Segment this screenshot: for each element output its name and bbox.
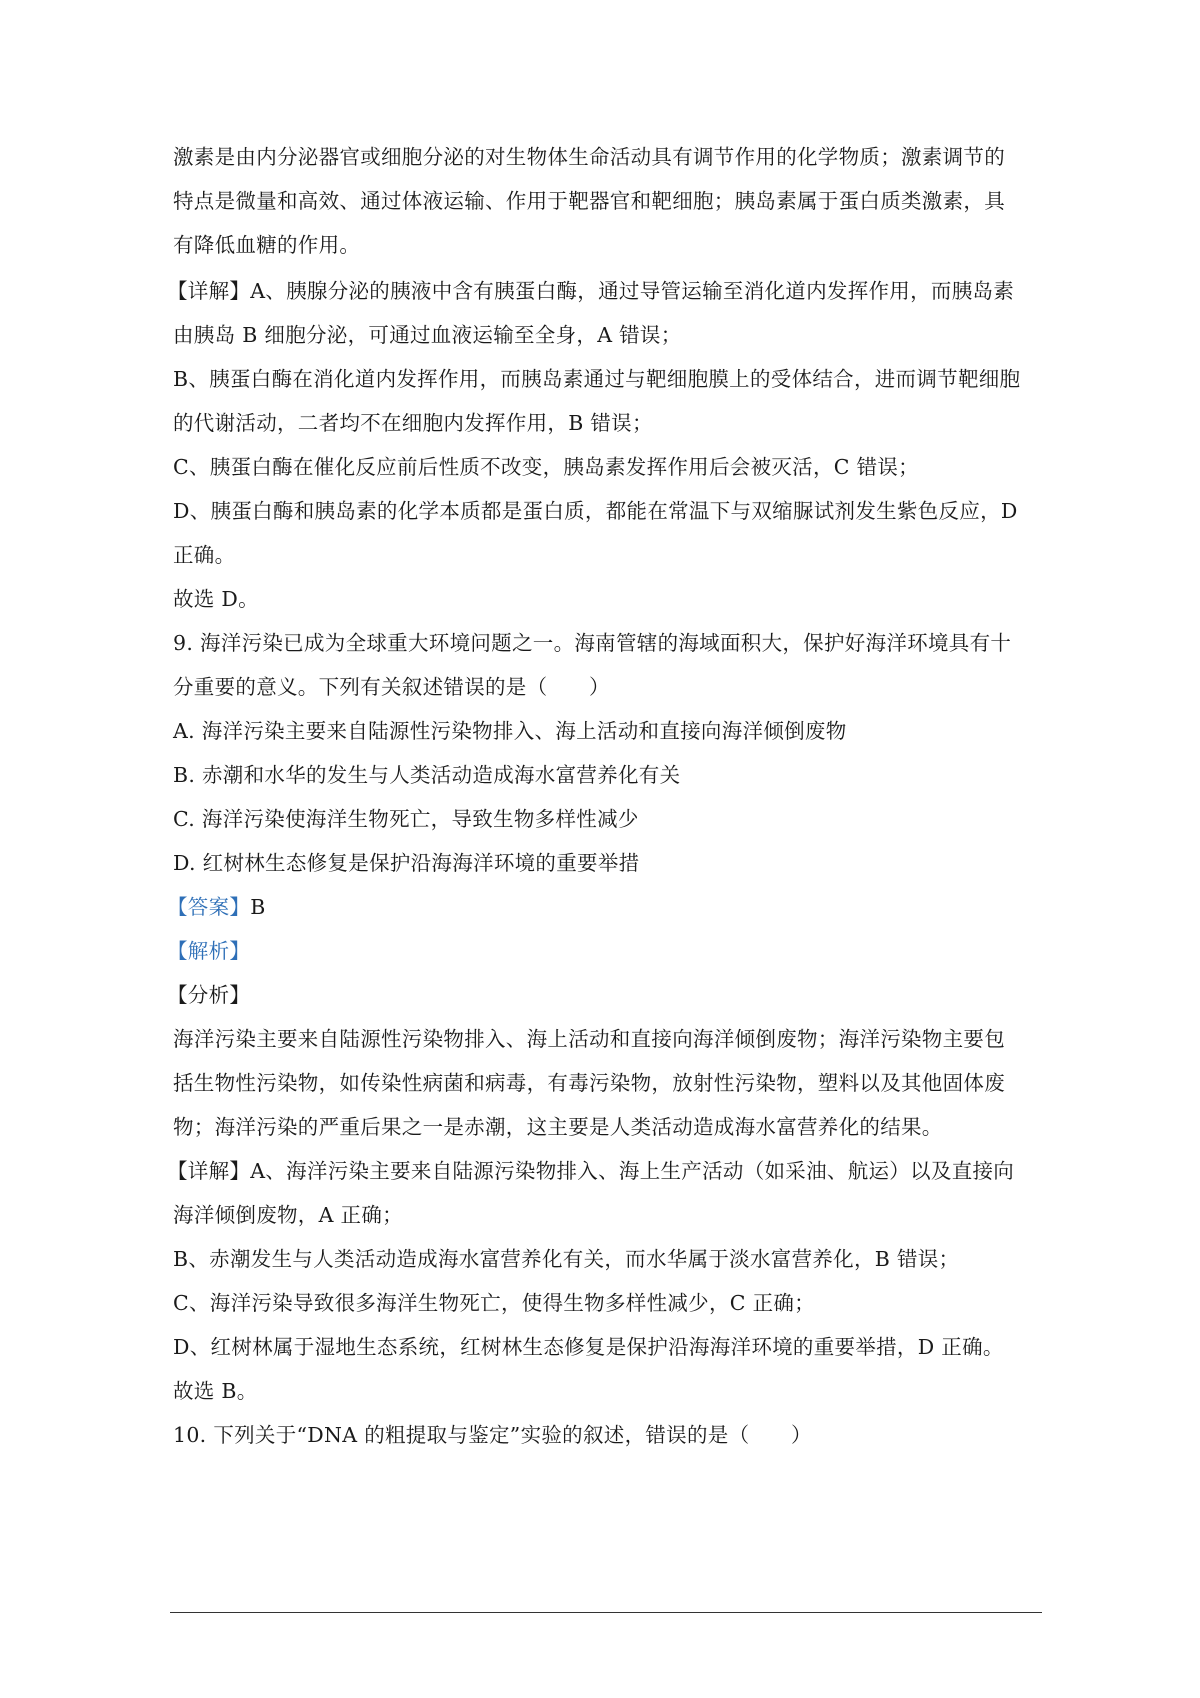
analysis-text: 括生物性污染物，如传染性病菌和病毒，有毒污染物，放射性污染物，塑料以及其他固体废	[173, 1071, 1005, 1095]
detail-text: 【详解】A、胰腺分泌的胰液中含有胰蛋白酶，通过导管运输至消化道内发挥作用，而胰岛素	[167, 279, 1015, 303]
detail-text: D、胰蛋白酶和胰岛素的化学本质都是蛋白质，都能在常温下与双缩脲试剂发生紫色反应，D	[173, 499, 1018, 523]
analysis-text: 物；海洋污染的严重后果之一是赤潮，这主要是人类活动造成海水富营养化的结果。	[173, 1115, 943, 1139]
final-choice: 故选 D。	[173, 587, 259, 611]
option-b: B. 赤潮和水华的发生与人类活动造成海水富营养化有关	[173, 763, 681, 787]
analysis-text: 有降低血糖的作用。	[173, 233, 361, 257]
footer-divider	[170, 1612, 1042, 1613]
question-stem: 分重要的意义。下列有关叙述错误的是（ ）	[173, 675, 610, 699]
analysis-label: 【解析】	[167, 939, 251, 963]
question-stem: 10. 下列关于“DNA 的粗提取与鉴定”实验的叙述，错误的是（ ）	[173, 1423, 812, 1447]
detail-text: B、赤潮发生与人类活动造成海水富营养化有关，而水华属于淡水富营养化，B 错误；	[173, 1247, 960, 1271]
analysis-text: 海洋污染主要来自陆源性污染物排入、海上活动和直接向海洋倾倒废物；海洋污染物主要包	[173, 1027, 1005, 1051]
option-c: C. 海洋污染使海洋生物死亡，导致生物多样性减少	[173, 807, 639, 831]
analysis-text: 特点是微量和高效、通过体液运输、作用于靶器官和靶细胞；胰岛素属于蛋白质类激素，具	[173, 189, 1005, 213]
answer-label: 【答案】	[167, 895, 251, 919]
answer-value: B	[250, 895, 266, 919]
question-stem: 9. 海洋污染已成为全球重大环境问题之一。海南管辖的海域面积大，保护好海洋环境具有十	[173, 631, 1012, 655]
answer-line	[167, 892, 1037, 922]
detail-text: 的代谢活动，二者均不在细胞内发挥作用，B 错误；	[173, 411, 653, 435]
detail-text: 正确。	[173, 543, 236, 567]
detail-text: 由胰岛 B 细胞分泌，可通过血液运输至全身，A 错误；	[173, 323, 682, 347]
detail-text: 海洋倾倒废物，A 正确；	[173, 1203, 403, 1227]
detail-text: C、海洋污染导致很多海洋生物死亡，使得生物多样性减少，C 正确；	[173, 1291, 815, 1315]
detail-text: 【详解】A、海洋污染主要来自陆源污染物排入、海上生产活动（如采油、航运）以及直接向	[167, 1159, 1015, 1183]
fenxi-label: 【分析】	[167, 983, 251, 1007]
analysis-text: 激素是由内分泌器官或细胞分泌的对生物体生命活动具有调节作用的化学物质；激素调节的	[173, 145, 1005, 169]
option-a: A. 海洋污染主要来自陆源性污染物排入、海上活动和直接向海洋倾倒废物	[173, 719, 847, 743]
detail-text: C、胰蛋白酶在催化反应前后性质不改变，胰岛素发挥作用后会被灭活，C 错误；	[173, 455, 919, 479]
option-d: D. 红树林生态修复是保护沿海海洋环境的重要举措	[173, 851, 640, 875]
detail-text: B、胰蛋白酶在消化道内发挥作用，而胰岛素通过与靶细胞膜上的受体结合，进而调节靶细胞	[173, 367, 1021, 391]
detail-text: D、红树林属于湿地生态系统，红树林生态修复是保护沿海海洋环境的重要举措，D 正确。	[173, 1335, 1004, 1359]
final-choice: 故选 B。	[173, 1379, 258, 1403]
